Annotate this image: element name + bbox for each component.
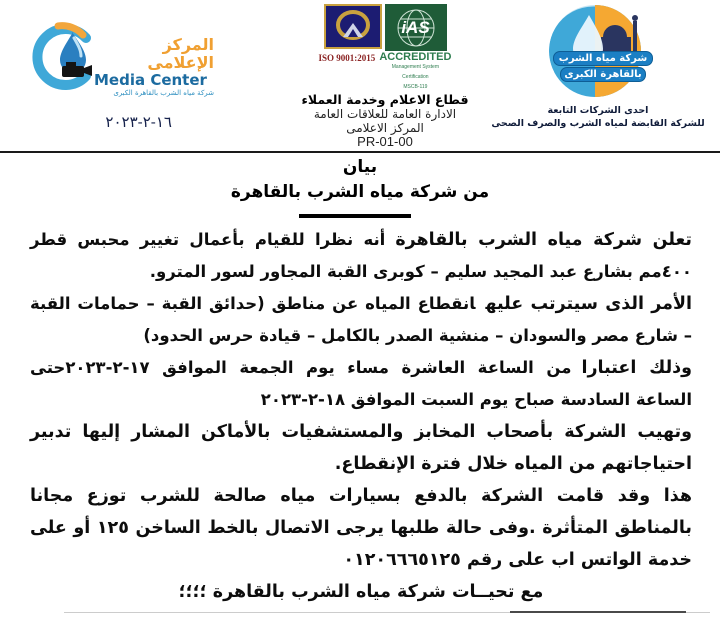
department-administration-line: الادارة العامة للعلاقات العامة — [313, 107, 457, 121]
paragraph-announcement-text: أنه نظرا للقيام بأعمال تغيير محبس قطر ٤٠٠مم بشارع عبد المجيد سليم – كوبرى القبة المجاور لسور المترو. — [30, 230, 692, 281]
media-center-title-english: Media Center — [94, 71, 207, 89]
paragraph-advisory: وتهيب الشركة بأصحاب المخابز والمستشفيات بالأماكن المشار إليها تدبير احتياجاتهم من المياه خلال فترة الإنقطاع. — [30, 422, 692, 474]
company-logo — [543, 3, 659, 103]
iso-9001-badge-icon — [324, 4, 382, 49]
statement-body — [30, 224, 692, 619]
media-center-logo — [28, 16, 214, 97]
department-center-line: المركز الاعلامى — [346, 121, 424, 135]
media-center-subtitle: شركة مياه الشرب بالقاهرة الكبرى — [113, 89, 214, 97]
company-tagline-line1: احدى الشركات التابعة — [547, 105, 649, 116]
accredited-caption: ACCREDITED — [379, 51, 452, 63]
subtitle-underline — [299, 214, 411, 218]
accredited-sub1: Management System — [391, 64, 439, 70]
statement-title: بيان — [342, 157, 378, 177]
footer-line-dark — [510, 611, 686, 613]
accredited-sub3: MSCB-119 — [403, 84, 428, 90]
paragraph-affected-areas-text: انقطاع المياه عن مناطق (حدائق القبة – حمامات القبة – شارع مصر والسودان – منشية الصدر بالكامل – قيادة حرس الحدود) — [30, 294, 692, 345]
paragraph-timing-lead: وذلك اعتبارا — [581, 358, 692, 378]
document-date: ١٦-٢-٢٠٢٣ — [105, 113, 172, 131]
paragraph-announcement — [30, 224, 692, 288]
paragraph-water-trucks: هذا وقد قامت الشركة بالدفع بسيارات مياه صالحة للشرب توزع مجانا بالمناطق المتأثرة .وفى حالة طلبها يرجى الاتصال بالخط الساخن ١٢٥ أو على خدمة الواتس اب على رقم ٠١٢٠٦٦٦٥١٢٥ — [30, 486, 692, 570]
closing-salutation: مع تحيــات شركة مياه الشرب بالقاهرة ؛؛؛؛ — [178, 582, 544, 602]
paragraph-timing-text: من الساعة العاشرة مساء يوم الجمعة الموافق ١٧-٢-٢٠٢٣حتى الساعة السادسة صباح يوم السبت الموافق ١٨-٢-٢٠٢٣ — [30, 358, 692, 409]
statement-subtitle: من شركة مياه الشرب بالقاهرة — [230, 182, 490, 202]
certification-block — [295, 4, 475, 149]
ias-label: iAS — [401, 17, 430, 37]
company-tagline-line2: للشركة القابضة لمياه الشرب والصرف الصحى — [491, 118, 705, 129]
document-code: PR-01-00 — [357, 134, 413, 149]
paragraph-announcement-lead: تعلن شركة مياه الشرب بالقاهرة — [395, 230, 692, 250]
company-name-banner-2: بالقاهرة الكبرى — [560, 67, 646, 82]
accredited-sub2: Certification — [402, 74, 429, 80]
paragraph-timing — [30, 352, 692, 416]
media-center-title-arabic: المركز الإعلامى — [147, 35, 214, 72]
paragraph-affected-areas-lead: الأمر الذى سيترتب عليه — [485, 294, 692, 314]
media-center-logo-icon — [28, 16, 98, 94]
company-tagline — [480, 104, 716, 130]
department-sector-line: قطاع الاعلام وخدمة العملاء — [301, 92, 469, 107]
iso-caption: ISO 9001:2015 — [318, 53, 376, 63]
ias-badge-icon — [385, 4, 447, 51]
company-name-banner-1: شركة مياه الشرب — [553, 51, 653, 66]
header-separator-line — [0, 151, 720, 153]
paragraph-affected-areas — [30, 288, 692, 352]
